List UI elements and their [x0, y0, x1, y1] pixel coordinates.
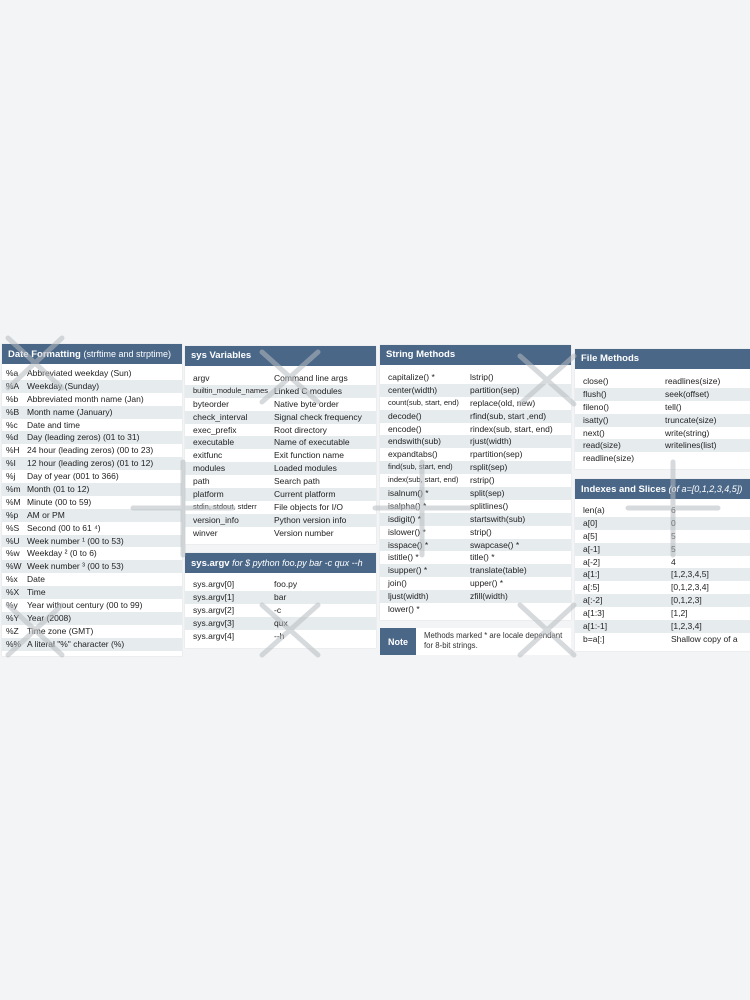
date-format-row — [2, 547, 182, 560]
string-method-row — [380, 590, 571, 603]
sys-argv-row-value: qux — [274, 617, 288, 628]
index-slice-row-value: 5 — [671, 530, 676, 541]
date-format-description: Month (01 to 12) — [27, 484, 90, 495]
string-method-row-name: lower() * — [388, 604, 420, 615]
file-method-row-name: read(size) — [583, 440, 621, 451]
sys-variable-row-value: Search path — [274, 476, 320, 487]
string-method-row — [380, 474, 571, 487]
sys-variable-row-name: exitfunc — [193, 450, 223, 461]
date-format-row — [2, 535, 182, 548]
sys-variable-row — [185, 475, 376, 488]
date-format-row — [2, 483, 182, 496]
sys-variable-row — [185, 462, 376, 475]
index-slice-row-value: [1,2] — [671, 608, 688, 619]
date-formatting-header — [2, 344, 182, 364]
string-method-row-value: rjust(width) — [470, 436, 512, 447]
sys-variable-row-value: Native byte order — [274, 398, 339, 409]
date-format-description: Day of year (001 to 366) — [27, 471, 119, 482]
sys-variable-row — [185, 449, 376, 462]
string-method-row-value: replace(old, new) — [470, 397, 536, 408]
date-formatting-list — [2, 364, 182, 651]
string-method-row — [380, 384, 571, 397]
sys-variable-row-name: argv — [193, 373, 210, 383]
index-slice-row — [575, 620, 750, 633]
date-format-description: 24 hour (leading zeros) (00 to 23) — [27, 445, 154, 456]
date-format-description: Day (leading zeros) (01 to 31) — [27, 432, 140, 443]
date-format-code: %B — [6, 406, 20, 417]
date-format-row — [2, 431, 182, 444]
sys-variable-row-value: Signal check frequency — [274, 411, 362, 422]
sys-variable-row-value: Name of executable — [274, 437, 350, 448]
date-formatting-subtitle: (strftime and strptime) — [83, 349, 172, 359]
file-method-row-name: close() — [583, 376, 609, 386]
string-method-row-name: expandtabs() — [388, 449, 438, 460]
date-format-description: Week number ¹ (00 to 53) — [27, 535, 124, 546]
string-method-row-name: count(sub, start, end) — [388, 397, 459, 407]
date-format-row — [2, 586, 182, 599]
date-formatting-title: Date Formatting — [8, 349, 81, 360]
string-method-row-value: startswith(sub) — [470, 513, 526, 524]
string-method-row-name: islower() * — [388, 526, 426, 537]
sys-variable-row-name: byteorder — [193, 398, 229, 409]
date-format-description: Second (00 to 61 ⁴) — [27, 522, 101, 533]
file-method-row-name: flush() — [583, 388, 607, 399]
string-method-row-name: isalnum() * — [388, 488, 429, 499]
date-format-row — [2, 625, 182, 638]
index-slice-row — [575, 633, 750, 646]
index-slice-row — [575, 556, 750, 569]
date-format-description: Time zone (GMT) — [27, 625, 94, 636]
sys-argv-row — [185, 604, 376, 617]
string-method-row — [380, 423, 571, 436]
date-format-code: %x — [6, 574, 18, 585]
sys-variable-row-name: version_info — [193, 514, 239, 525]
file-method-row — [575, 388, 750, 401]
string-method-row-value: zfill(width) — [470, 591, 508, 602]
indexes-slices-list — [575, 499, 750, 646]
file-method-row-name: isatty() — [583, 414, 609, 425]
file-method-row — [575, 414, 750, 427]
file-methods-header — [575, 349, 750, 369]
index-slice-row-name: a[:5] — [583, 582, 600, 593]
string-method-row — [380, 551, 571, 564]
string-method-row-value: title() * — [470, 552, 495, 563]
index-slice-row-value: [1,2,3,4] — [671, 621, 702, 632]
file-method-row-value: seek(offset) — [665, 388, 710, 399]
date-format-code: %% — [6, 638, 22, 649]
string-method-row-name: encode() — [388, 423, 422, 434]
string-method-row — [380, 448, 571, 461]
string-method-row-name: isspace() * — [388, 539, 429, 550]
sys-variable-row-value: Command line args — [274, 373, 348, 383]
date-format-code: %d — [6, 432, 19, 443]
string-method-row-value: upper() * — [470, 578, 504, 589]
sys-variable-row-name: exec_prefix — [193, 424, 237, 435]
date-format-row — [2, 612, 182, 625]
sys-variable-row — [185, 411, 376, 424]
index-slice-row — [575, 607, 750, 620]
file-method-row — [575, 401, 750, 414]
string-methods-title: String Methods — [386, 349, 456, 360]
index-slice-row-value: 4 — [671, 556, 676, 567]
file-method-row-value: writelines(list) — [665, 440, 717, 451]
sys-argv-title: sys.argv — [191, 558, 230, 569]
sys-variables-title: sys Variables — [191, 350, 252, 361]
index-slice-row-value: [0,1,2,3] — [671, 595, 702, 606]
file-method-row-value: write(string) — [665, 427, 710, 438]
date-format-row — [2, 470, 182, 483]
string-method-row-value: lstrip() — [470, 372, 494, 382]
date-format-description: Weekday (Sunday) — [27, 380, 100, 391]
sys-variables-list — [185, 366, 376, 540]
date-format-description: Week number ³ (00 to 53) — [27, 561, 124, 572]
date-format-code: %M — [6, 496, 21, 507]
sys-argv-list — [185, 573, 376, 642]
note-box — [380, 628, 571, 655]
sys-variable-row-value: Exit function name — [274, 450, 344, 461]
string-method-row-value: rindex(sub, start, end) — [470, 423, 553, 434]
date-format-code: %w — [6, 548, 20, 559]
sys-argv-row-value: foo.py — [274, 579, 298, 589]
date-format-description: A literal "%" character (%) — [27, 638, 125, 649]
date-format-row — [2, 457, 182, 470]
sys-argv-row-name: sys.argv[4] — [193, 630, 235, 641]
date-format-description: Weekday ² (0 to 6) — [27, 548, 97, 559]
date-format-description: Year (2008) — [27, 612, 72, 623]
index-slice-row-value: [1,2,3,4,5] — [671, 569, 709, 580]
file-method-row — [575, 452, 750, 465]
file-method-row — [575, 439, 750, 452]
sys-variables-panel — [185, 346, 376, 544]
date-format-code: %y — [6, 600, 18, 611]
index-slice-row-value: 6 — [671, 505, 676, 515]
date-format-description: Time — [27, 587, 46, 598]
index-slice-row-name: a[:-2] — [583, 595, 603, 606]
string-method-row — [380, 371, 571, 384]
string-method-row — [380, 539, 571, 552]
index-slice-row-name: a[-1] — [583, 543, 601, 554]
sys-argv-row — [185, 617, 376, 630]
string-method-row-name: center(width) — [388, 384, 438, 395]
sys-variables-header — [185, 346, 376, 366]
date-format-row — [2, 393, 182, 406]
date-format-code: %W — [6, 561, 22, 572]
sys-argv-row-name: sys.argv[3] — [193, 617, 235, 628]
date-format-code: %b — [6, 393, 19, 404]
date-format-code: %Y — [6, 612, 20, 623]
string-method-row — [380, 487, 571, 500]
sys-variable-row-value: Root directory — [274, 424, 327, 435]
date-format-description: Date — [27, 574, 45, 585]
string-method-row-name: endswith(sub) — [388, 436, 441, 447]
string-method-row-name: ljust(width) — [388, 591, 429, 602]
sys-variable-row-value: Version number — [274, 527, 334, 538]
string-method-row-name: isdigit() * — [388, 513, 422, 524]
date-format-description: Abbreviated weekday (Sun) — [27, 368, 132, 378]
string-method-row-value: partition(sep) — [470, 384, 520, 395]
index-slice-row-name: a[-2] — [583, 556, 601, 567]
sys-argv-row-value: --h — [274, 630, 285, 641]
string-method-row-value — [470, 603, 571, 616]
indexes-slices-panel — [575, 479, 750, 651]
file-method-row-name: readline(size) — [583, 453, 635, 464]
sys-argv-row-value: bar — [274, 591, 287, 602]
file-method-row-value — [665, 452, 750, 465]
sys-argv-row — [185, 630, 376, 643]
date-format-code: %I — [6, 458, 16, 469]
sys-argv-row-name: sys.argv[2] — [193, 604, 235, 615]
sys-argv-row-name: sys.argv[0] — [193, 579, 235, 589]
date-format-code: %a — [6, 368, 19, 378]
sys-variable-row — [185, 436, 376, 449]
date-format-description: AM or PM — [27, 509, 65, 520]
string-method-row-name: isupper() * — [388, 565, 428, 576]
sys-argv-title-tail: for $ python foo.py bar -c qux --h — [229, 558, 363, 568]
string-methods-list — [380, 365, 571, 616]
string-method-row-name: capitalize() * — [388, 372, 435, 382]
index-slice-row — [575, 530, 750, 543]
string-method-row — [380, 513, 571, 526]
file-method-row-name: fileno() — [583, 401, 609, 412]
sys-argv-panel — [185, 553, 376, 648]
sys-variable-row-value: File objects for I/O — [274, 501, 343, 512]
string-methods-panel — [380, 345, 571, 620]
date-format-description: Abbreviated month name (Jan) — [27, 393, 144, 404]
sys-variable-row-name: platform — [193, 489, 224, 500]
note-text: Methods marked * are locale dependant for 8-bit strings. — [424, 631, 563, 650]
indexes-slices-title: Indexes and Slices — [581, 484, 667, 495]
string-method-row — [380, 461, 571, 474]
date-format-row — [2, 444, 182, 457]
date-format-code: %H — [6, 445, 20, 456]
index-slice-row-name: a[1:-1] — [583, 621, 608, 632]
date-format-description: Minute (00 to 59) — [27, 496, 92, 507]
date-format-row — [2, 509, 182, 522]
index-slice-row — [575, 594, 750, 607]
indexes-slices-title-tail: (of a=[0,1,2,3,4,5]) — [666, 484, 743, 494]
date-format-row — [2, 522, 182, 535]
index-slice-row-name: a[1:3] — [583, 608, 605, 619]
index-slice-row — [575, 581, 750, 594]
string-method-row-value: rstrip() — [470, 475, 495, 486]
date-format-code: %A — [6, 380, 20, 391]
index-slice-row-name: a[0] — [583, 517, 598, 528]
file-methods-title: File Methods — [581, 353, 640, 364]
sys-variable-row — [185, 514, 376, 527]
index-slice-row — [575, 543, 750, 556]
sys-variable-row — [185, 501, 376, 514]
string-method-row — [380, 577, 571, 590]
index-slice-row-value: Shallow copy of a — [671, 633, 738, 644]
date-format-row — [2, 599, 182, 612]
sys-argv-header — [185, 553, 376, 573]
index-slice-row — [575, 568, 750, 581]
string-method-row — [380, 564, 571, 577]
string-method-row-value: swapcase() * — [470, 539, 520, 550]
date-format-code: %m — [6, 484, 21, 495]
date-format-row — [2, 560, 182, 573]
string-method-row-value: rsplit(sep) — [470, 462, 508, 473]
sys-variable-row-name: check_interval — [193, 411, 248, 422]
sys-argv-row — [185, 578, 376, 591]
string-method-row-value: rfind(sub, start ,end) — [470, 410, 547, 421]
string-method-row-value: splitlines() — [470, 500, 509, 511]
file-method-row-value: tell() — [665, 401, 682, 412]
sys-variable-row-name: path — [193, 476, 210, 487]
string-method-row — [380, 397, 571, 410]
sys-variable-row — [185, 488, 376, 501]
string-method-row — [380, 526, 571, 539]
date-format-row — [2, 406, 182, 419]
file-method-row — [575, 427, 750, 440]
index-slice-row-name: a[1:] — [583, 569, 600, 580]
string-method-row — [380, 500, 571, 513]
sys-variable-row-value: Current platform — [274, 489, 336, 500]
index-slice-row-name: b=a[:] — [583, 633, 605, 644]
sys-variable-row-name: winver — [193, 527, 218, 538]
index-slice-row — [575, 504, 750, 517]
index-slice-row-value: [0,1,2,3,4] — [671, 582, 709, 593]
index-slice-row-name: a[5] — [583, 530, 598, 541]
date-format-code: %Z — [6, 625, 19, 636]
file-method-row-value: readlines(size) — [665, 376, 721, 386]
date-format-code: %p — [6, 509, 19, 520]
index-slice-row — [575, 517, 750, 530]
date-format-description: Year without century (00 to 99) — [27, 600, 143, 611]
string-methods-header — [380, 345, 571, 365]
string-method-row-name: index(sub, start, end) — [388, 475, 459, 485]
file-method-row — [575, 375, 750, 388]
file-methods-list — [575, 369, 750, 465]
string-method-row — [380, 435, 571, 448]
date-format-row — [2, 380, 182, 393]
sys-variable-row-name: executable — [193, 437, 235, 448]
sys-variable-row — [185, 527, 376, 540]
file-method-row-value: truncate(size) — [665, 414, 717, 425]
sys-argv-row-value: -c — [274, 604, 282, 615]
sys-variable-row-name: modules — [193, 463, 226, 474]
string-method-row-name: join() — [388, 578, 407, 589]
string-method-row — [380, 603, 571, 616]
sys-variable-row-value: Linked C modules — [274, 385, 343, 396]
date-format-row — [2, 573, 182, 586]
sys-variable-row-name: builtin_module_names — [193, 385, 269, 395]
index-slice-row-value: 5 — [671, 543, 676, 554]
index-slice-row-name: len(a) — [583, 505, 605, 515]
string-method-row-name: decode() — [388, 410, 422, 421]
indexes-slices-header — [575, 479, 750, 499]
string-method-row-value: split(sep) — [470, 488, 505, 499]
sys-variable-row-name: stdin, stdout, stderr — [193, 501, 257, 511]
date-format-code: %j — [6, 471, 16, 482]
string-method-row-name: find(sub, start, end) — [388, 462, 453, 472]
sys-variable-row — [185, 385, 376, 398]
string-method-row-value: translate(table) — [470, 565, 527, 576]
date-format-description: Month name (January) — [27, 406, 113, 417]
date-format-code: %X — [6, 587, 20, 598]
note-label: Note — [380, 628, 416, 655]
sys-variable-row-value: Python version info — [274, 514, 347, 525]
date-format-code: %S — [6, 522, 20, 533]
date-format-description: 12 hour (leading zeros) (01 to 12) — [27, 458, 154, 469]
string-method-row-name: istitle() * — [388, 552, 419, 563]
sys-argv-row-name: sys.argv[1] — [193, 591, 235, 602]
sys-variable-row — [185, 372, 376, 385]
sys-variable-row — [185, 424, 376, 437]
date-formatting-panel — [2, 344, 182, 656]
date-format-code: %U — [6, 535, 20, 546]
date-format-description: Date and time — [27, 419, 80, 430]
date-format-row — [2, 638, 182, 651]
date-format-row — [2, 419, 182, 432]
date-format-row — [2, 496, 182, 509]
string-method-row-name: isalpha() * — [388, 500, 427, 511]
index-slice-row-value: 0 — [671, 517, 676, 528]
string-method-row-value: rpartition(sep) — [470, 449, 523, 460]
sys-argv-row — [185, 591, 376, 604]
sys-variable-row — [185, 398, 376, 411]
date-format-row — [2, 367, 182, 380]
file-method-row-name: next() — [583, 427, 605, 438]
file-methods-panel — [575, 349, 750, 469]
date-format-code: %c — [6, 419, 18, 430]
sys-variable-row-value: Loaded modules — [274, 463, 337, 474]
string-method-row-value: strip() — [470, 526, 492, 537]
string-method-row — [380, 410, 571, 423]
